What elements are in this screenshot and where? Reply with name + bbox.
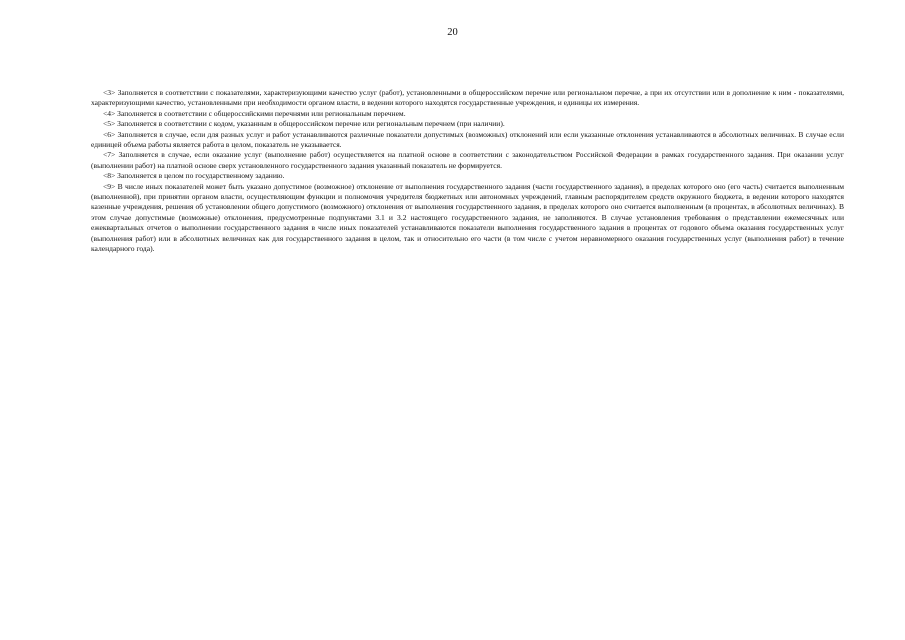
footnote-5: <5> Заполняется в соответствии с кодом, указанным в общероссийском перечне или региональным перечнем (при наличии).: [103, 119, 505, 129]
footnotes-section: [91, 88, 844, 255]
footnote-9: <9> В числе иных показателей может быть указано допустимое (возможное) отклонение от выполнения государственного задания (части государственного задания), в пределах которого оно (его часть) считается выполненным (выполненной), при принятии органом власти, осуществляющим функции и полномочия учредителя бюджетных или автономных учреждений, главным распорядителем средств окружного бюджета, в ведении которого находятся казенные учреждения, решения об установлении общего допустимого (возможного) отклонения от выполнения государственного задания, в пределах которого оно считается выполненным (в процентах, в абсолютных величинах). В этом случае допустимые (возможные) отклонения, предусмотренные подпунктами 3.1 и 3.2 настоящего государственного задания, не заполняются. В случае установления требования о представлении ежемесячных или ежеквартальных отчетов о выполнении государственного задания в числе иных показателей устанавливаются показатели выполнения государственного задания в процентах от годового объема оказания государственных услуг (выполнения работ) или в абсолютных величинах как для государственного задания в целом, так и относительно его части (в том числе с учетом неравномерного оказания государственных услуг (выполнения работ) в течение календарного года).: [91, 181, 844, 254]
footnote-4: <4> Заполняется в соответствии с общероссийскими перечнями или региональным перечнем.: [103, 108, 406, 118]
footnote-8: <8> Заполняется в целом по государственному заданию.: [103, 171, 285, 181]
footnote-7: <7> Заполняется в случае, если оказание услуг (выполнение работ) осуществляется на платной основе в соответствии с законодательством Российской Федерации в рамках государственного задания. При оказании услуг (выполнении работ) на платной основе сверх установленного государственного задания указанный показатель не формируется.: [91, 150, 844, 170]
footnote-6: <6> Заполняется в случае, если для разных услуг и работ устанавливаются различные показатели допустимых (возможных) отклонений или если указанные отклонения устанавливаются в абсолютных величинах. В случае если единицей объема работы является работа в целом, показатель не указывается.: [91, 129, 844, 150]
page-number: 20: [447, 27, 458, 38]
footnote-3: <3> Заполняется в соответствии с показателями, характеризующими качество услуг (работ), установленными в общероссийском перечне или региональном перечне, а при их отсутствии или в дополнение к ним - показателями, характеризующими качество, установленными при необходимости органом власти, в ведении которого находятся государственные учреждения, и единицы их измерения.: [91, 88, 844, 108]
